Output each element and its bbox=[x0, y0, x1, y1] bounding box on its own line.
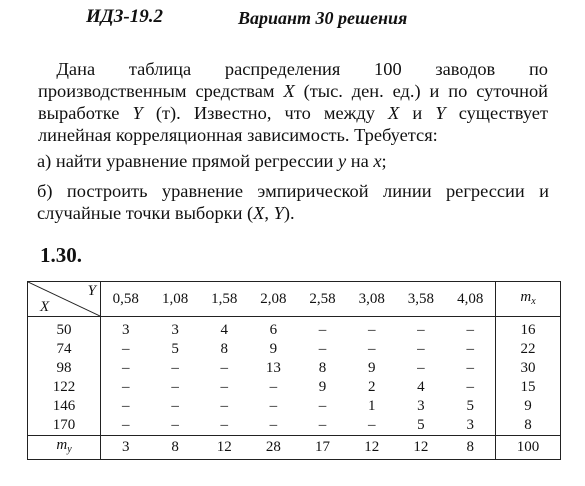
y-value-header: 1,58 bbox=[200, 282, 249, 317]
frequency-cell: – bbox=[220, 379, 229, 395]
table-row bbox=[28, 378, 561, 397]
frequency-cell: 9 bbox=[318, 379, 327, 395]
my-header bbox=[28, 436, 101, 460]
variant-title: Вариант 30 решения bbox=[238, 8, 408, 28]
my-sub: y bbox=[67, 444, 72, 455]
var-y-2: Y bbox=[435, 103, 446, 123]
frequency-cell: – bbox=[220, 398, 229, 414]
x-value-cell: 98 bbox=[28, 359, 101, 378]
x-value-cell: 74 bbox=[28, 340, 101, 359]
y-value-header: 1,08 bbox=[151, 282, 200, 317]
frequency-cell: – bbox=[466, 360, 474, 376]
y-value-header: 3,08 bbox=[347, 282, 396, 317]
frequency-cell: 2 bbox=[367, 379, 376, 395]
task-b bbox=[37, 180, 549, 224]
problem-statement bbox=[38, 58, 548, 146]
distribution-table bbox=[27, 281, 561, 460]
task-a bbox=[37, 150, 547, 172]
mx-value-cell: 16 bbox=[496, 317, 561, 341]
task-b-var-y: Y bbox=[273, 203, 284, 223]
frequency-cell: 1 bbox=[367, 398, 376, 414]
table-row bbox=[28, 397, 561, 416]
frequency-cell: 6 bbox=[269, 322, 278, 338]
my-value: 3 bbox=[101, 436, 151, 460]
my-value: 8 bbox=[445, 436, 495, 460]
y-value-header: 3,58 bbox=[396, 282, 445, 317]
frequency-cell: – bbox=[220, 360, 229, 376]
frequency-cell: – bbox=[318, 398, 327, 414]
intro-text-3: (т). Известно, что между bbox=[142, 103, 389, 123]
y-value-header: 0,58 bbox=[101, 282, 151, 317]
frequency-cell: – bbox=[417, 341, 425, 357]
frequency-cell: 9 bbox=[367, 360, 376, 376]
table-body bbox=[28, 317, 561, 436]
my-value: 17 bbox=[298, 436, 347, 460]
task-b-text: б) построить уравнение эмпирической линии регрессии и случайные точки выборки ( bbox=[37, 181, 549, 223]
frequency-cell: – bbox=[171, 398, 179, 414]
frequency-cell: 5 bbox=[417, 417, 425, 433]
mx-value-cell: 9 bbox=[496, 397, 561, 416]
page-header bbox=[0, 6, 585, 34]
frequency-cell: 5 bbox=[171, 341, 179, 357]
frequency-cell: – bbox=[417, 360, 425, 376]
my-value: 8 bbox=[151, 436, 200, 460]
frequency-cell: 13 bbox=[265, 360, 281, 376]
x-value-cell: 122 bbox=[28, 378, 101, 397]
intro-text-5: существует линейная корреляционная зависимость. Требуется: bbox=[38, 103, 548, 145]
frequency-cell: – bbox=[171, 379, 179, 395]
frequency-cell: – bbox=[318, 417, 327, 433]
intro-text-4: и bbox=[399, 103, 436, 123]
task-a-var-y: y bbox=[338, 151, 347, 171]
my-row bbox=[28, 436, 561, 460]
table-row bbox=[28, 340, 561, 359]
frequency-cell: – bbox=[318, 341, 327, 357]
frequency-cell: – bbox=[122, 417, 130, 433]
frequency-cell: – bbox=[122, 379, 130, 395]
frequency-cell: – bbox=[466, 379, 474, 395]
frequency-cell: – bbox=[367, 341, 376, 357]
frequency-cell: – bbox=[318, 322, 327, 338]
mx-value-cell: 15 bbox=[496, 378, 561, 397]
mx-value-cell: 8 bbox=[496, 416, 561, 436]
table-row bbox=[28, 317, 561, 341]
var-x-2: X bbox=[388, 103, 400, 123]
my-value: 12 bbox=[200, 436, 249, 460]
frequency-cell: 4 bbox=[417, 379, 425, 395]
frequency-cell: – bbox=[122, 398, 130, 414]
intro-text-2: (тыс. ден. ед.) и по суточной выработке bbox=[38, 81, 548, 123]
var-y: Y bbox=[132, 103, 143, 123]
frequency-cell: – bbox=[122, 341, 130, 357]
frequency-cell: 8 bbox=[318, 360, 327, 376]
table-header-row bbox=[28, 282, 561, 317]
task-a-var-x: x bbox=[373, 151, 382, 171]
mx-sub: x bbox=[531, 295, 536, 307]
frequency-cell: – bbox=[367, 417, 376, 433]
frequency-cell: – bbox=[466, 341, 474, 357]
frequency-cell: 3 bbox=[122, 322, 130, 338]
mx-value-cell: 22 bbox=[496, 340, 561, 359]
frequency-cell: 8 bbox=[220, 341, 229, 357]
my-value: 28 bbox=[249, 436, 298, 460]
my-label: m bbox=[56, 437, 68, 453]
frequency-cell: – bbox=[417, 322, 425, 338]
table-row bbox=[28, 359, 561, 378]
corner-cell bbox=[28, 282, 101, 317]
task-b-var-x: X bbox=[253, 203, 265, 223]
task-a-end: ; bbox=[381, 151, 387, 171]
frequency-cell: – bbox=[269, 398, 278, 414]
frequency-cell: – bbox=[122, 360, 130, 376]
task-b-sep: , bbox=[264, 203, 274, 223]
frequency-cell: 3 bbox=[171, 322, 179, 338]
intro-text-1: Дана таблица распределения 100 заводов по производственным средствам bbox=[38, 59, 548, 101]
corner-y-label: Y bbox=[87, 283, 96, 299]
frequency-cell: – bbox=[171, 417, 179, 433]
frequency-cell: – bbox=[269, 417, 278, 433]
assignment-code: ИДЗ-19.2 bbox=[86, 6, 164, 27]
frequency-cell: – bbox=[269, 379, 278, 395]
x-value-cell: 170 bbox=[28, 416, 101, 436]
mx-label: m bbox=[520, 288, 532, 305]
frequency-cell: – bbox=[367, 322, 376, 338]
corner-x-label: X bbox=[40, 299, 50, 315]
my-value: 12 bbox=[347, 436, 396, 460]
frequency-cell: – bbox=[220, 417, 229, 433]
var-x: X bbox=[283, 81, 295, 101]
task-a-text: а) найти уравнение прямой регрессии bbox=[37, 151, 338, 171]
frequency-cell: 3 bbox=[466, 417, 474, 433]
mx-header bbox=[496, 282, 561, 317]
mx-value-cell: 30 bbox=[496, 359, 561, 378]
problem-number: 1.30. bbox=[40, 243, 82, 267]
frequency-cell: 9 bbox=[269, 341, 278, 357]
frequency-cell: 3 bbox=[417, 398, 425, 414]
frequency-cell: 4 bbox=[220, 322, 229, 338]
frequency-cell: – bbox=[171, 360, 179, 376]
table-row bbox=[28, 416, 561, 436]
y-value-header: 4,08 bbox=[445, 282, 495, 317]
my-value: 12 bbox=[396, 436, 445, 460]
y-value-header: 2,08 bbox=[249, 282, 298, 317]
total-cell: 100 bbox=[496, 436, 561, 460]
task-a-mid: на bbox=[346, 151, 374, 171]
y-value-header: 2,58 bbox=[298, 282, 347, 317]
x-value-cell: 146 bbox=[28, 397, 101, 416]
frequency-cell: 5 bbox=[466, 398, 474, 414]
frequency-cell: – bbox=[466, 322, 474, 338]
x-value-cell: 50 bbox=[28, 317, 101, 341]
task-b-end: ). bbox=[283, 203, 295, 223]
